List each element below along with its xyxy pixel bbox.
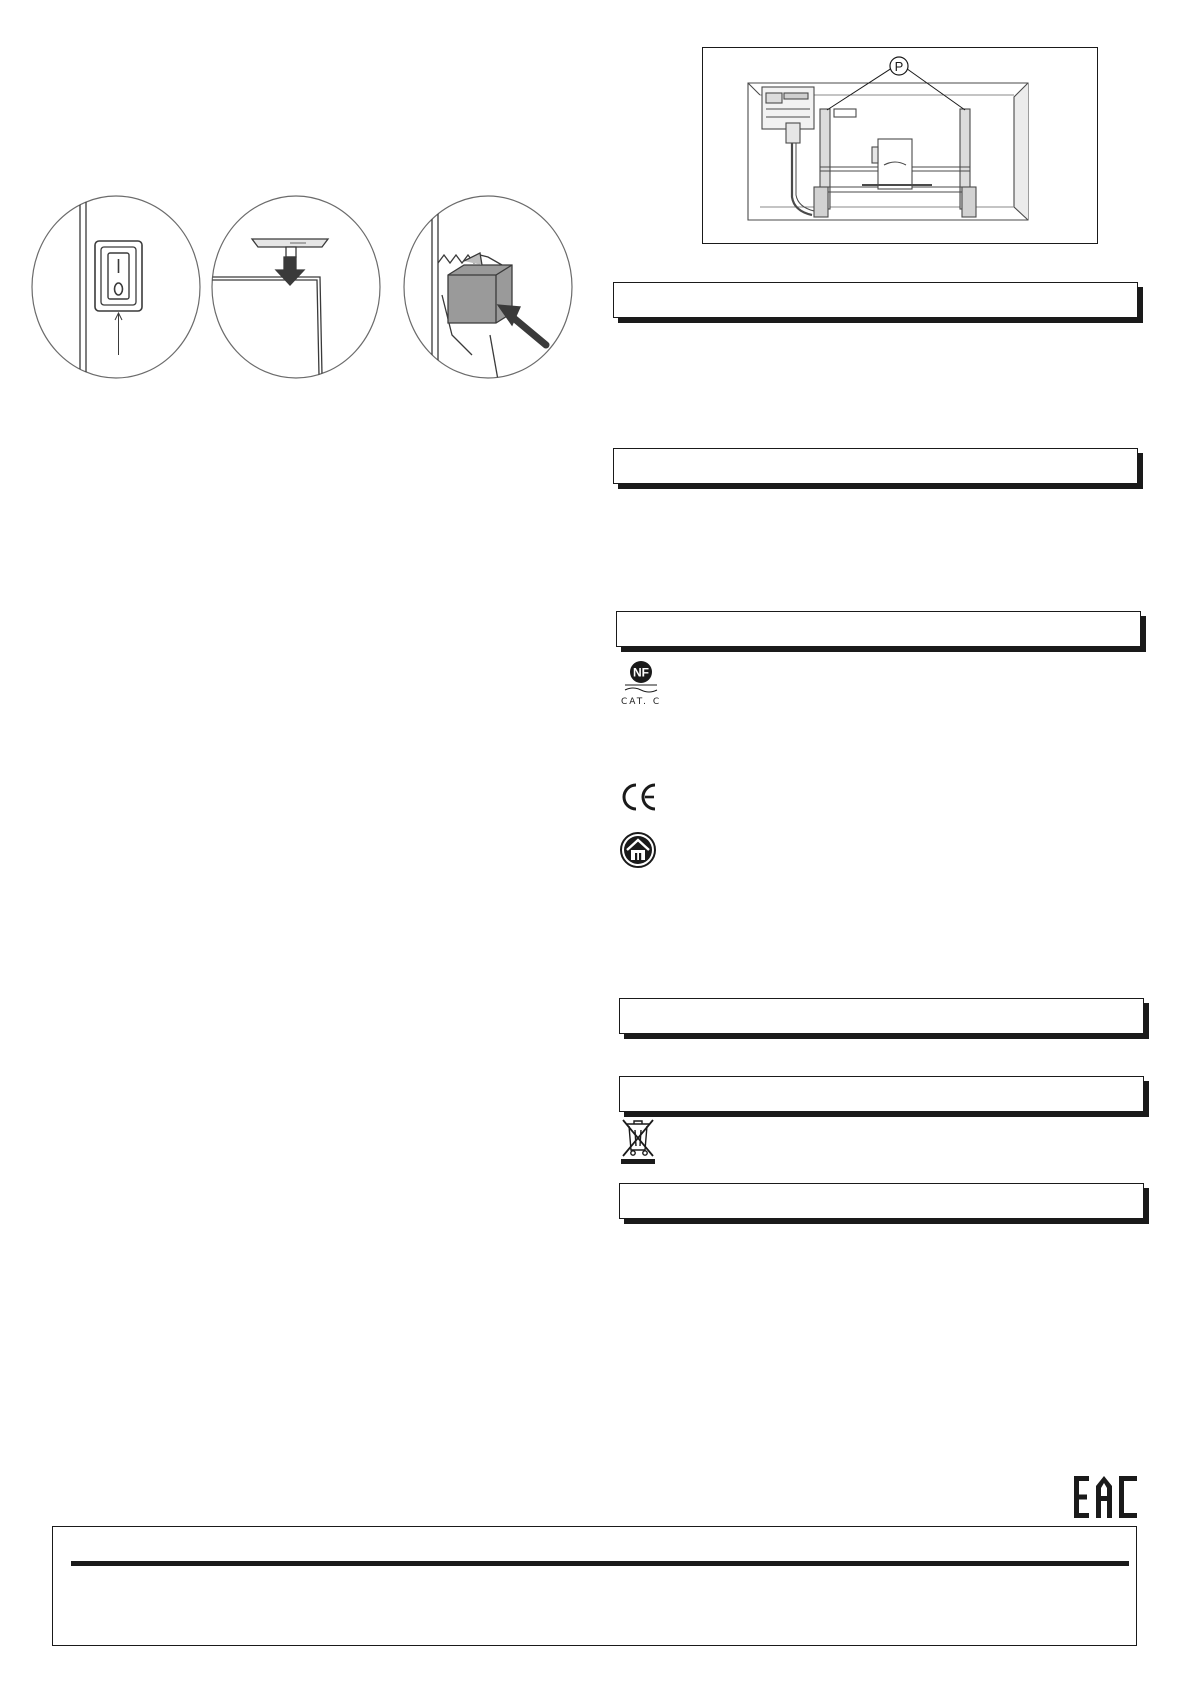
house-icon xyxy=(620,832,656,868)
nf-logo-icon xyxy=(621,660,661,700)
rear-view-illustration xyxy=(702,47,1098,244)
rear-view-frame xyxy=(702,47,1098,244)
section-header-box-3 xyxy=(616,611,1141,647)
clip-attach-closeup xyxy=(210,195,382,380)
ce-mark-icon xyxy=(619,782,659,812)
section-header-box-6 xyxy=(619,1183,1144,1219)
installation-steps xyxy=(30,195,590,380)
weee-bin-icon xyxy=(619,1116,659,1166)
section-header-box-5 xyxy=(619,1076,1144,1112)
nf-mark xyxy=(619,660,669,710)
eac-icon xyxy=(1074,1476,1140,1518)
section-header-box-4 xyxy=(619,998,1144,1034)
nf-category-label: CAT. C xyxy=(621,697,662,707)
footer-panel xyxy=(52,1526,1137,1646)
plug-insert-closeup xyxy=(402,195,574,380)
callout-label: P xyxy=(894,59,904,74)
section-header-box-1 xyxy=(613,282,1138,318)
section-header-box-2 xyxy=(613,448,1138,484)
footer-rule xyxy=(71,1561,1129,1566)
svg-text:NF: NF xyxy=(633,665,649,680)
power-switch-closeup xyxy=(30,195,202,380)
